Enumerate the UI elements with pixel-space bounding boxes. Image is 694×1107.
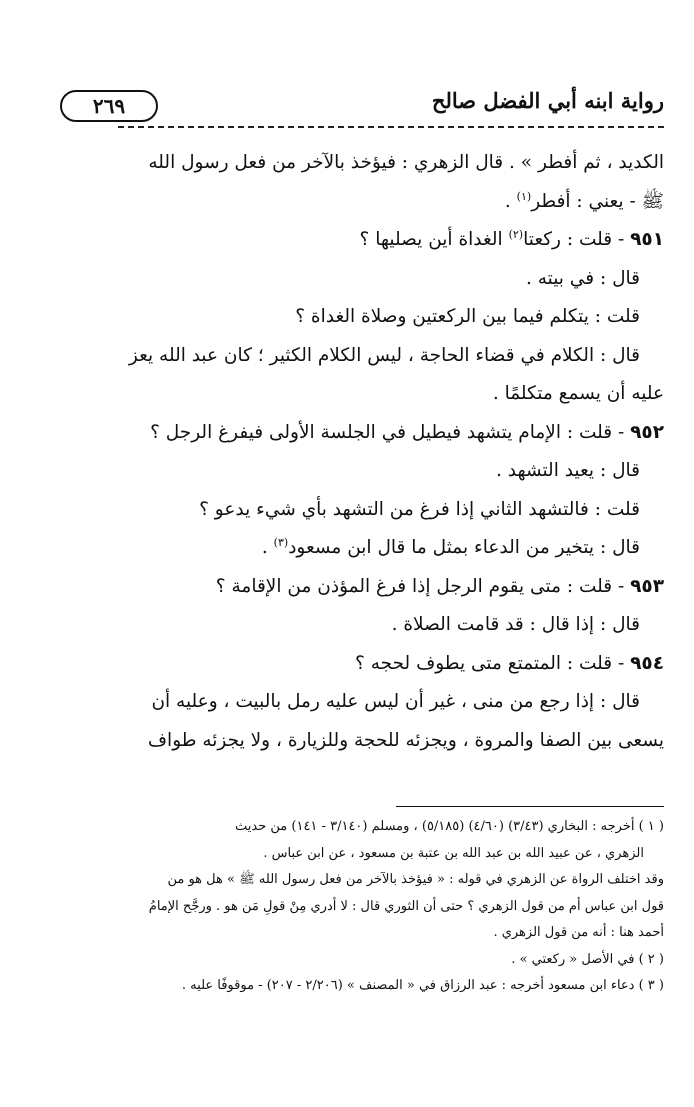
page-header xyxy=(36,80,664,134)
answer-line: قال : إذا رجع من منى ، غير أن ليس عليه رمل بالبيت ، وعليه أن xyxy=(151,691,640,712)
header-rule xyxy=(118,126,664,128)
footnote-ref[interactable]: (١) xyxy=(516,189,532,203)
page-number: ٢٦٩ xyxy=(60,90,158,122)
question-951: ٩٥١ - قلت : ركعتا$^{(٢)}$ الغداة أين يصليها ؟ xyxy=(359,227,664,250)
question-952: ٩٥٢ - قلت : الإمام يتشهد فيطيل في الجلسة الأولى فيفرغ الرجل ؟ xyxy=(150,421,664,443)
footnote-1-cont: الزهري ، عن عبيد الله بن عبد الله بن عتبة بن مسعود ، عن ابن عباس . xyxy=(263,845,644,861)
footnotes xyxy=(36,814,664,1000)
question-number: ٩٥٤ xyxy=(630,652,664,674)
answer-line: يسعى بين الصفا والمروة ، ويجزئه للحجة وللزيارة ، ولا يجزئه طواف xyxy=(147,729,664,751)
footnote-1: ( ١ ) أخرجه : البخاري (٣/٤٣) (٤/٦٠) (٥/١٨٥) ، ومسلم (٣/١٤٠ - ١٤١) من حديث xyxy=(235,819,664,834)
footnote-1-cont: قول ابن عباس أم من قول الزهري ؟ حتى أن الثوري قال : لا أدري مِنْ قولِ مَن هو . ورجَّح الإمامُ xyxy=(148,898,664,914)
question-line: قلت : فالتشهد الثاني إذا فرغ من التشهد بأي شيء يدعو ؟ xyxy=(199,498,640,520)
question-954: ٩٥٤ - قلت : المتمتع متى يطوف لحجه ؟ xyxy=(355,652,664,674)
main-text xyxy=(36,144,664,760)
question-line: قلت : يتكلم فيما بين الركعتين وصلاة الغداة ؟ xyxy=(295,306,640,327)
text-line: الكديد ، ثم أفطر » . قال الزهري : فيؤخذ بالآخر من فعل رسول الله xyxy=(148,152,664,173)
answer-line: قال : في بيته . xyxy=(525,267,640,289)
footnote-1-cont: وقد اختلف الرواة عن الزهري في قوله : « فيؤخذ بالآخر من فعل رسول الله ﷺ » هل هو من xyxy=(167,872,664,887)
footnote-ref[interactable]: (٣) xyxy=(273,535,289,549)
footnote-1-cont: أحمد هنا : أنه من قول الزهري . xyxy=(493,925,664,940)
question-number: ٩٥٣ xyxy=(630,575,664,597)
running-title: رواية ابنه أبي الفضل صالح xyxy=(431,88,664,113)
footnote-separator xyxy=(396,806,664,807)
answer-line: قال : يتخير من الدعاء بمثل ما قال ابن مسعود$^{(٣)}$ . xyxy=(261,535,640,558)
question-number: ٩٥١ xyxy=(630,229,664,250)
footnote-3: ( ٣ ) دعاء ابن مسعود أخرجه : عبد الرزاق في « المصنف » (٢/٢٠٦ - ٢٠٧) - موقوفًا عليه . xyxy=(181,978,664,993)
answer-line: قال : يعيد التشهد . xyxy=(495,460,640,481)
text-line: ﷺ - يعني : أفطر$^{(١)}$ . xyxy=(504,189,664,212)
answer-line: قال : الكلام في قضاء الحاجة ، ليس الكلام الكثير ؛ كان عبد الله يعز xyxy=(128,344,640,366)
answer-line: عليه أن يسمع متكلمًا . xyxy=(492,383,664,404)
footnote-2: ( ٢ ) في الأصل « ركعتي » . xyxy=(511,951,664,967)
question-number: ٩٥٢ xyxy=(630,421,664,443)
answer-line: قال : إذا قال : قد قامت الصلاة . xyxy=(391,614,640,635)
footnote-ref[interactable]: (٢) xyxy=(508,227,524,241)
question-953: ٩٥٣ - قلت : متى يقوم الرجل إذا فرغ المؤذن من الإقامة ؟ xyxy=(215,575,664,597)
